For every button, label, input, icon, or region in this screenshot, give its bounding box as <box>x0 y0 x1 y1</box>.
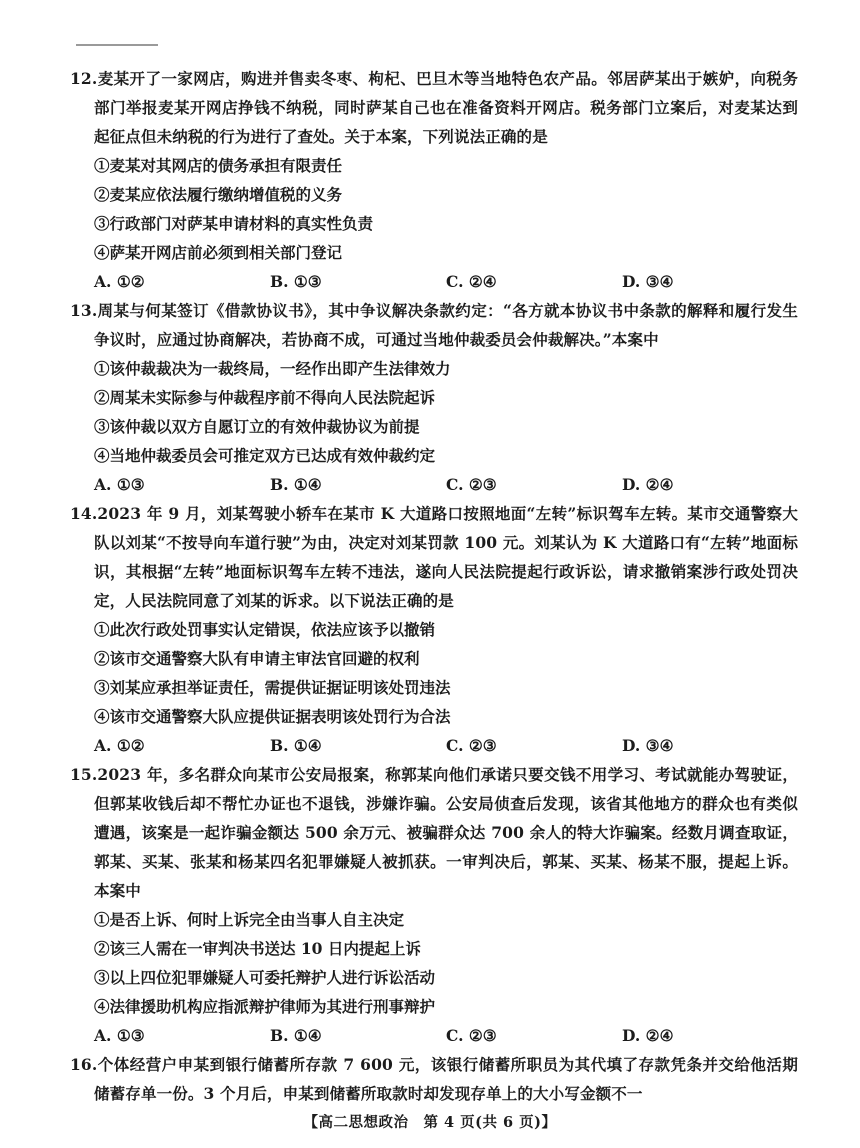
answer-option: C. ②③ <box>446 1026 497 1045</box>
question-stem <box>70 499 798 615</box>
statement: ④法律援助机构应指派辩护律师为其进行刑事辩护 <box>94 997 436 1016</box>
answer-option: B. ①③ <box>270 272 322 291</box>
statement: ③该仲裁以双方自愿订立的有效仲裁协议为前提 <box>94 417 420 436</box>
answer-option: C. ②③ <box>446 475 497 494</box>
question-stem <box>70 64 798 151</box>
question-stem <box>70 1050 798 1108</box>
question-text: 麦某开了一家网店，购进并售卖冬枣、枸杞、巴旦木等当地特色农产品。邻居萨某出于嫉妒，向税务部门举报麦某开网店挣钱不纳税，同时萨某自己也在准备资料开网店。税务部门立案后，对麦某达到起征点但未纳税的行为进行了查处。关于本案，下列说法正确的是 <box>94 69 798 146</box>
answer-option: D. ③④ <box>622 272 674 291</box>
question-15 <box>70 760 798 1050</box>
question-number: 16. <box>70 1055 98 1074</box>
question-number: 13. <box>70 301 98 320</box>
question-text: 周某与何某签订《借款协议书》，其中争议解决条款约定：“各方就本协议书中条款的解释和履行发生争议时，应通过协商解决，若协商不成，可通过当地仲裁委员会仲裁解决。”本案中 <box>94 301 798 349</box>
answer-option: B. ①④ <box>270 1026 322 1045</box>
answer-option: B. ①④ <box>270 475 322 494</box>
answer-option: D. ③④ <box>622 736 674 755</box>
question-stem <box>70 760 798 905</box>
answer-options <box>70 1021 798 1050</box>
statement: ②麦某应依法履行缴纳增值税的义务 <box>94 185 343 204</box>
answer-option: C. ②③ <box>446 736 497 755</box>
question-number: 15. <box>70 765 98 784</box>
statement: ③以上四位犯罪嫌疑人可委托辩护人进行诉讼活动 <box>94 968 436 987</box>
answer-option: A. ①③ <box>94 1026 145 1045</box>
question-number: 14. <box>70 504 98 523</box>
page-footer: 【高二思想政治 第 4 页(共 6 页)】 <box>303 1114 557 1131</box>
answer-option: B. ①④ <box>270 736 322 755</box>
statement: ①此次行政处罚事实认定错误，依法应该予以撤销 <box>94 620 436 639</box>
question-13 <box>70 296 798 499</box>
statement: ②该三人需在一审判决书送达 10 日内提起上诉 <box>94 939 421 958</box>
statement: ①麦某对其网店的债务承担有限责任 <box>94 156 343 175</box>
answer-option: D. ②④ <box>622 475 674 494</box>
question-number: 12. <box>70 69 98 88</box>
question-12 <box>70 64 798 296</box>
question-text: 2023 年，多名群众向某市公安局报案，称郭某向他们承诺只要交钱不用学习、考试就能办驾驶证，但郭某收钱后却不帮忙办证也不退钱，涉嫌诈骗。公安局侦查后发现，该省其他地方的群众也有类似遭遇，该案是一起诈骗金额达 500 余万元、被骗群众达 700 余人的特大诈骗案。经数月调查取证，郭某、买某、张某和杨某四名犯罪嫌疑人被抓获。一审判决后，郭某、买某、杨某不服，提起上诉。本案中 <box>94 765 798 900</box>
statement: ①该仲裁裁决为一裁终局，一经作出即产生法律效力 <box>94 359 451 378</box>
statement: ②该市交通警察大队有申请主审法官回避的权利 <box>94 649 420 668</box>
answer-option: D. ②④ <box>622 1026 674 1045</box>
header-rule <box>76 44 158 46</box>
answer-option: A. ①③ <box>94 475 145 494</box>
question-text: 个体经营户申某到银行储蓄所存款 7 600 元，该银行储蓄所职员为其代填了存款凭条并交给他活期储蓄存单一份。3 个月后，申某到储蓄所取款时却发现存单上的大小写金额不一 <box>94 1055 798 1103</box>
question-text: 2023 年 9 月，刘某驾驶小轿车在某市 K 大道路口按照地面“左转”标识驾车左转。某市交通警察大队以刘某“不按导向车道行驶”为由，决定对刘某罚款 100 元。刘某认为 K 大道路口有“左转”地面标识，其根据“左转”地面标识驾车左转不违法，遂向人民法院提起行政诉讼，请求撤销案涉行政处罚决定，人民法院同意了刘某的诉求。以下说法正确的是 <box>94 504 798 610</box>
statement: ①是否上诉、何时上诉完全由当事人自主决定 <box>94 910 405 929</box>
question-16 <box>70 1050 798 1108</box>
answer-options <box>70 267 798 296</box>
statement: ③行政部门对萨某申请材料的真实性负责 <box>94 214 374 233</box>
statement: ③刘某应承担举证责任，需提供证据证明该处罚违法 <box>94 678 451 697</box>
statement: ④当地仲裁委员会可推定双方已达成有效仲裁约定 <box>94 446 436 465</box>
answer-options <box>70 731 798 760</box>
statement: ④该市交通警察大队应提供证据表明该处罚行为合法 <box>94 707 451 726</box>
question-list <box>70 64 798 1108</box>
answer-option: A. ①② <box>94 736 145 755</box>
answer-option: C. ②④ <box>446 272 497 291</box>
question-stem <box>70 296 798 354</box>
answer-option: A. ①② <box>94 272 145 291</box>
statement: ②周某未实际参与仲裁程序前不得向人民法院起诉 <box>94 388 436 407</box>
answer-options <box>70 470 798 499</box>
question-14 <box>70 499 798 760</box>
statement: ④萨某开网店前必须到相关部门登记 <box>94 243 343 262</box>
